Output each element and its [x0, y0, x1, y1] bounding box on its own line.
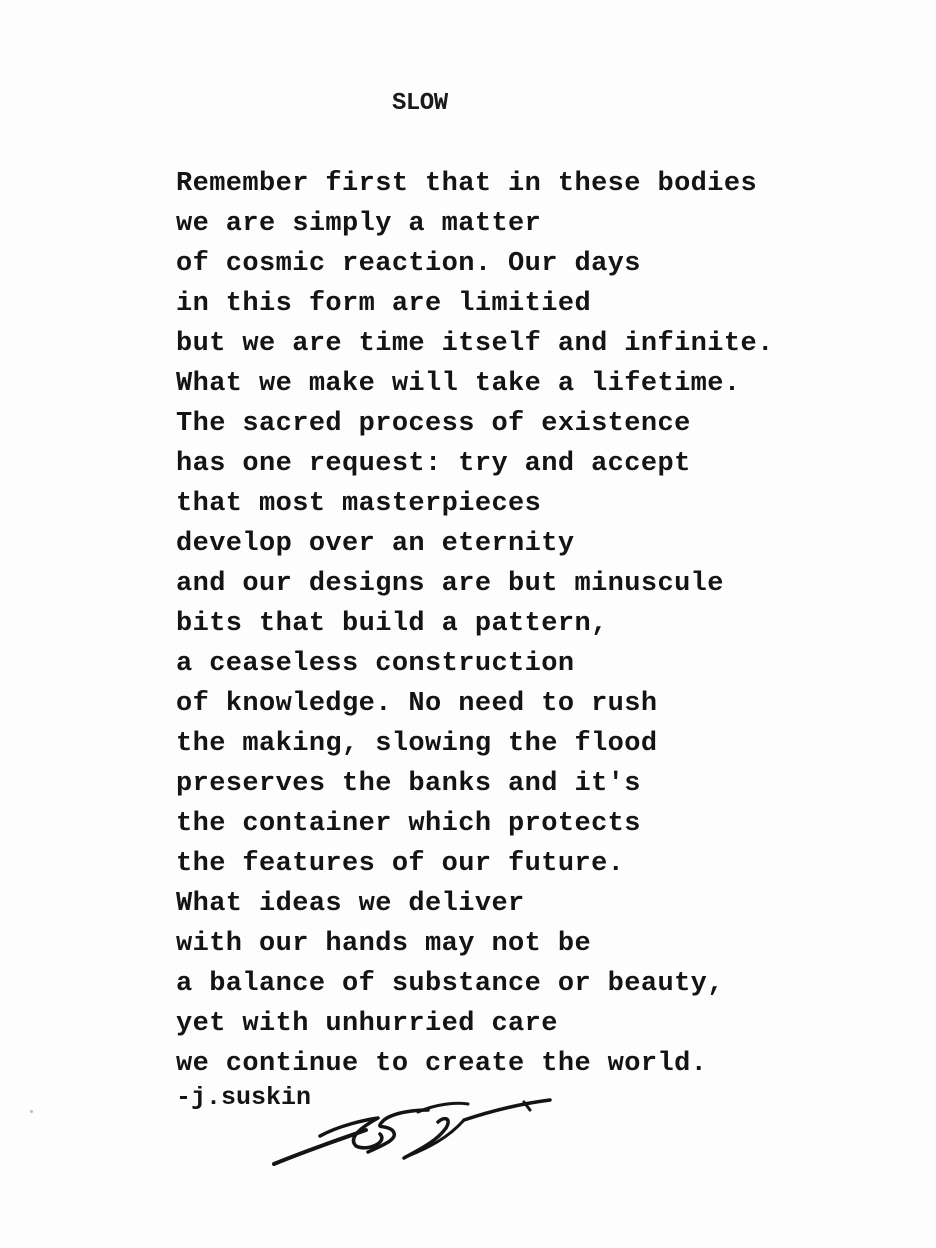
poem-line: we continue to create the world. [176, 1049, 708, 1079]
poem-line: What we make will take a lifetime. [176, 369, 741, 399]
poem-line: has one request: try and accept [176, 449, 691, 479]
poem-line: the making, slowing the flood [176, 729, 658, 759]
poem-line: preserves the banks and it's [176, 769, 641, 799]
poem-line: of knowledge. No need to rush [176, 689, 658, 719]
poem-line: the features of our future. [176, 849, 625, 879]
poem-line: the container which protects [176, 809, 641, 839]
author-byline: -j.suskin [176, 1083, 312, 1112]
handwritten-signature [268, 1090, 558, 1170]
poem-line: What ideas we deliver [176, 889, 525, 919]
poem-line: bits that build a pattern, [176, 609, 608, 639]
poem-line: with our hands may not be [176, 929, 592, 959]
poem-line: a ceaseless construction [176, 649, 575, 679]
poem-line: yet with unhurried care [176, 1009, 558, 1039]
poem-line: of cosmic reaction. Our days [176, 249, 641, 279]
poem-body [176, 164, 774, 1084]
poem-line: in this form are limitied [176, 289, 592, 319]
poem-line: The sacred process of existence [176, 409, 691, 439]
poem-line: and our designs are but minuscule [176, 569, 724, 599]
poem-line: develop over an eternity [176, 529, 575, 559]
poem-line: we are simply a matter [176, 209, 542, 239]
poem-line: that most masterpieces [176, 489, 542, 519]
paper-speck [30, 1110, 33, 1113]
poem-line: a balance of substance or beauty, [176, 969, 724, 999]
poem-title: SLOW [392, 90, 448, 117]
poem-line: but we are time itself and infinite. [176, 329, 774, 359]
poem-line: Remember first that in these bodies [176, 169, 758, 199]
